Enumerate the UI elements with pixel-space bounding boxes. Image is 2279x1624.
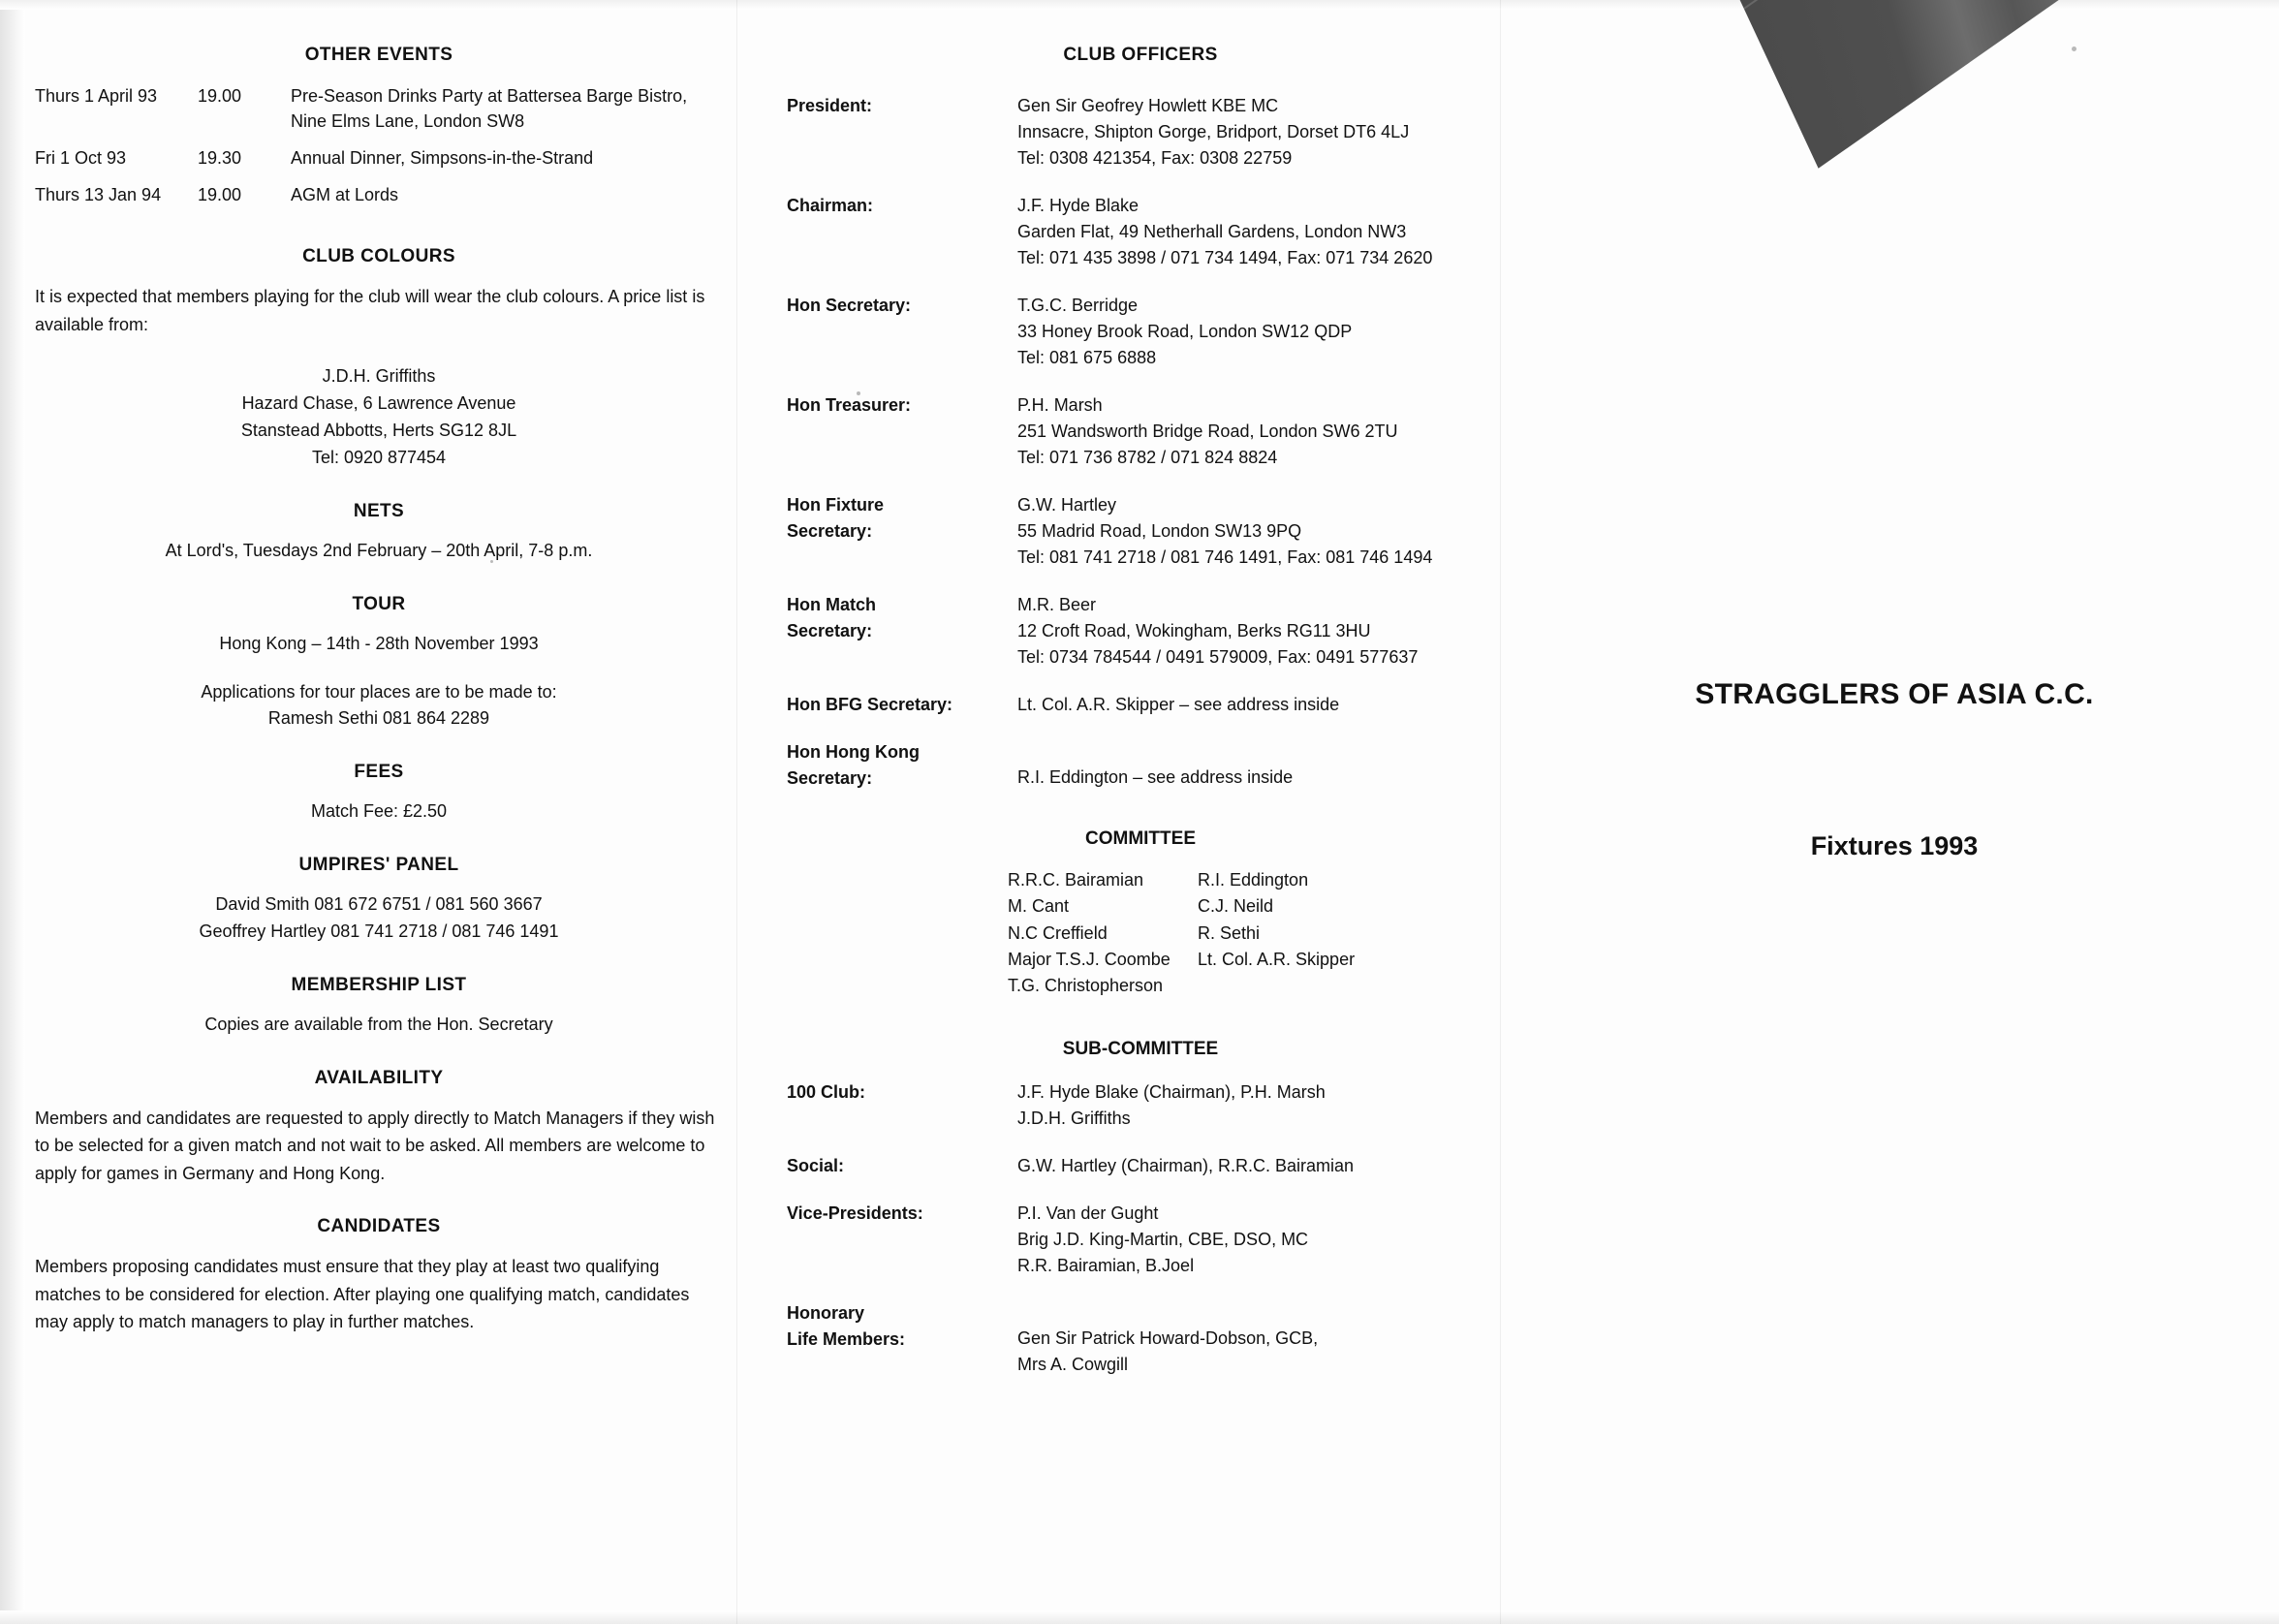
officer-detail-line: 33 Honey Brook Road, London SW12 QDP [1017,322,1353,341]
officer-detail-line: Lt. Col. A.R. Skipper – see address inside [1017,695,1340,714]
officer-entry [787,592,1494,671]
officer-role-line: Hon Hong Kong [787,742,920,762]
tour-heading: TOUR [352,593,406,614]
officer-role [787,293,1017,371]
section-availability [35,1068,723,1187]
event-description: Annual Dinner, Simpsons-in-the-Strand [291,148,594,169]
officer-role [787,392,1017,471]
committee-member: R.R.C. Bairamian [1008,870,1144,890]
fees-body: Match Fee: £2.50 [310,801,448,822]
officer-details [1017,492,1494,571]
officer-role-line: Hon Match [787,595,876,614]
officer-detail-line: Tel: 071 736 8782 / 071 824 8824 [1017,448,1278,467]
officer-detail-spacer [1017,739,1494,765]
committee-column-2 [1198,867,1391,1000]
officer-detail-line: 12 Croft Road, Wokingham, Berks RG11 3HU [1017,621,1371,640]
officer-role-line: Secretary: [787,621,873,640]
officer-role-line: Hon Secretary: [787,296,912,315]
sub-committee-detail-line: Gen Sir Patrick Howard-Dobson, GCB, [1017,1327,1319,1348]
committee-member: M. Cant [1008,896,1070,917]
scan-edge-left [0,0,25,1624]
officer-detail-line: R.I. Eddington – see address inside [1017,767,1294,787]
officer-role [787,193,1017,271]
officer-role-line: Hon Fixture [787,495,885,515]
fees-heading: FEES [354,762,404,783]
officer-role-line: President: [787,96,873,115]
sub-committee-detail-line: Brig J.D. King-Martin, CBE, DSO, MC [1017,1229,1309,1249]
sub-committee-heading: SUB-COMMITTEE [1062,1038,1219,1059]
umpire-line: David Smith 081 672 6751 / 081 560 3667 [215,894,543,915]
officer-details [1017,592,1494,671]
club-officers-heading: CLUB OFFICERS [1063,45,1218,65]
sub-committee-entry [787,1079,1494,1132]
officer-details [1017,193,1494,271]
cover-panel [1512,0,2277,1624]
cover-subtitle: Fixtures 1993 [1810,831,1979,860]
sub-committee-entry [787,1201,1494,1279]
sub-committee-details [1017,1201,1494,1279]
nets-body: At Lord's, Tuesdays 2nd February – 20th April, 7-8 p.m. [165,540,593,560]
officer-detail-line: 251 Wandsworth Bridge Road, London SW6 2TU [1017,422,1398,441]
left-column [35,45,723,1365]
section-nets [35,501,723,565]
sub-committee-detail-line: R.R. Bairamian, B.Joel [1017,1255,1195,1275]
officer-detail-line: T.G.C. Berridge [1017,296,1139,315]
club-colours-contact-line: Tel: 0920 877454 [311,447,447,467]
officer-role [787,739,1017,792]
sub-committee-role [787,1153,1017,1179]
tour-line-3: Ramesh Sethi 081 864 2289 [267,708,490,729]
club-colours-body: It is expected that members playing for the club will wear the club colours. A price list is available from: [35,287,705,334]
table-row [35,81,723,143]
committee-member: R. Sethi [1198,922,1261,943]
sub-committee-role-line: Social: [787,1155,845,1175]
officer-role [787,592,1017,671]
officer-role [787,93,1017,172]
table-row [35,143,723,180]
nets-heading: NETS [353,500,405,521]
officer-role-line: Chairman: [787,196,874,215]
officer-entry [787,492,1494,571]
officer-role [787,692,1017,718]
section-umpires-panel [35,855,723,946]
event-date: Fri 1 Oct 93 [35,148,127,169]
club-colours-contact-line: Hazard Chase, 6 Lawrence Avenue [241,393,516,414]
sub-committee-details [1017,1300,1494,1378]
officer-detail-line: 55 Madrid Road, London SW13 9PQ [1017,521,1302,541]
fold-line-left [736,0,737,1624]
sub-committee-entry [787,1300,1494,1378]
committee-member: Lt. Col. A.R. Skipper [1198,950,1356,970]
sub-committee-role [787,1300,1017,1378]
officer-detail-line: Garden Flat, 49 Netherhall Gardens, London NW3 [1017,222,1407,241]
event-time: 19.00 [198,185,242,205]
officer-entry [787,193,1494,271]
sub-committee-detail-spacer [1017,1300,1494,1326]
sub-committee-role-line: Honorary [787,1302,865,1323]
officer-detail-line: P.H. Marsh [1017,395,1103,415]
tour-line-2: Applications for tour places are to be made to: [201,681,557,702]
committee-members [1008,867,1494,1000]
sub-committee-entry [787,1153,1494,1179]
officer-role-line: Secretary: [787,521,873,541]
event-date: Thurs 13 Jan 94 [35,185,162,205]
sub-committee-role-line: Life Members: [787,1328,906,1349]
sub-committee-detail-line: Mrs A. Cowgill [1017,1354,1129,1374]
section-club-colours [35,246,723,471]
event-description: Pre-Season Drinks Party at Battersea Barge Bistro, Nine Elms Lane, London SW8 [291,86,688,132]
section-other-events [35,45,723,217]
officer-detail-line: J.F. Hyde Blake [1017,196,1140,215]
event-description: AGM at Lords [291,185,399,205]
officer-detail-line: Tel: 071 435 3898 / 071 734 1494, Fax: 071 734 2620 [1017,248,1433,267]
officer-details [1017,392,1494,471]
officer-details [1017,739,1494,792]
sub-committee-details [1017,1079,1494,1132]
event-time: 19.30 [198,148,242,169]
committee-member: T.G. Christopherson [1008,976,1164,996]
other-events-table [35,81,723,217]
tour-line-1: Hong Kong – 14th - 28th November 1993 [219,633,539,653]
club-colours-heading: CLUB COLOURS [302,246,455,267]
umpires-panel-heading: UMPIRES' PANEL [298,855,459,876]
officer-entry [787,93,1494,172]
availability-body: Members and candidates are requested to apply directly to Match Managers if they wish to be selected for a given match and not wait to be asked. All members are welcome to apply for games in Germany and Hong Kong. [35,1108,715,1183]
officer-entry [787,739,1494,792]
candidates-body: Members proposing candidates must ensure that they play at least two qualifying matches to be considered for election. After playing one qualifying match, candidates may apply to match managers to play in further matches. [35,1257,690,1332]
membership-list-heading: MEMBERSHIP LIST [291,975,467,996]
sub-committee-role-line: Vice-Presidents: [787,1202,923,1223]
sub-committee-role [787,1079,1017,1132]
officer-details [1017,692,1494,718]
candidates-heading: CANDIDATES [317,1216,441,1237]
cover-title: STRAGGLERS OF ASIA C.C. [1695,678,2094,710]
officer-entry [787,293,1494,371]
sub-committee-detail-line: J.F. Hyde Blake (Chairman), P.H. Marsh [1017,1081,1326,1102]
middle-column [787,45,1494,1399]
sub-committee-role-line: 100 Club: [787,1081,866,1102]
officer-detail-line: M.R. Beer [1017,595,1097,614]
event-date: Thurs 1 April 93 [35,86,158,106]
committee-heading: COMMITTEE [1085,828,1196,849]
section-candidates [35,1216,723,1335]
sub-committee-detail-line: P.I. Van der Gught [1017,1202,1159,1223]
officer-role-line: Hon BFG Secretary: [787,695,953,714]
sub-committee-role [787,1201,1017,1279]
committee-column-1 [1008,867,1198,1000]
committee-member: R.I. Eddington [1198,870,1309,890]
section-fees [35,762,723,826]
officer-detail-line: Innsacre, Shipton Gorge, Bridport, Dorset DT6 4LJ [1017,122,1410,141]
officer-detail-line: Tel: 081 675 6888 [1017,348,1157,367]
committee-member: Major T.S.J. Coombe [1008,950,1171,970]
officer-detail-line: Tel: 0308 421354, Fax: 0308 22759 [1017,148,1293,168]
club-colours-contact-line: J.D.H. Griffiths [322,366,436,387]
officer-role-line: Hon Treasurer: [787,395,912,415]
section-membership-list [35,975,723,1039]
officer-detail-line: Tel: 081 741 2718 / 081 746 1491, Fax: 081 746 1494 [1017,547,1433,567]
event-time: 19.00 [198,86,242,106]
officer-detail-line: Tel: 0734 784544 / 0491 579009, Fax: 0491 577637 [1017,647,1419,667]
officer-details [1017,293,1494,371]
officer-role [787,492,1017,571]
officer-detail-line: Gen Sir Geofrey Howlett KBE MC [1017,96,1279,115]
fold-line-right [1500,0,1501,1624]
officer-role-line: Secretary: [787,768,873,788]
committee-member: N.C Creffield [1008,922,1108,943]
table-row [35,180,723,217]
officer-details [1017,93,1494,172]
club-colours-contact-line: Stanstead Abbotts, Herts SG12 8JL [240,421,517,441]
other-events-heading: OTHER EVENTS [304,45,453,65]
committee-member: C.J. Neild [1198,896,1274,917]
umpire-line: Geoffrey Hartley 081 741 2718 / 081 746 1491 [199,921,559,942]
section-tour [35,594,723,734]
sub-committee-detail-line: J.D.H. Griffiths [1017,1108,1131,1128]
officer-entry [787,392,1494,471]
sub-committee-detail-line: G.W. Hartley (Chairman), R.R.C. Bairamian [1017,1155,1355,1175]
sub-committee-details [1017,1153,1494,1179]
officer-detail-line: G.W. Hartley [1017,495,1117,515]
availability-heading: AVAILABILITY [314,1067,444,1088]
membership-list-body: Copies are available from the Hon. Secretary [204,1015,553,1035]
officer-entry [787,692,1494,718]
